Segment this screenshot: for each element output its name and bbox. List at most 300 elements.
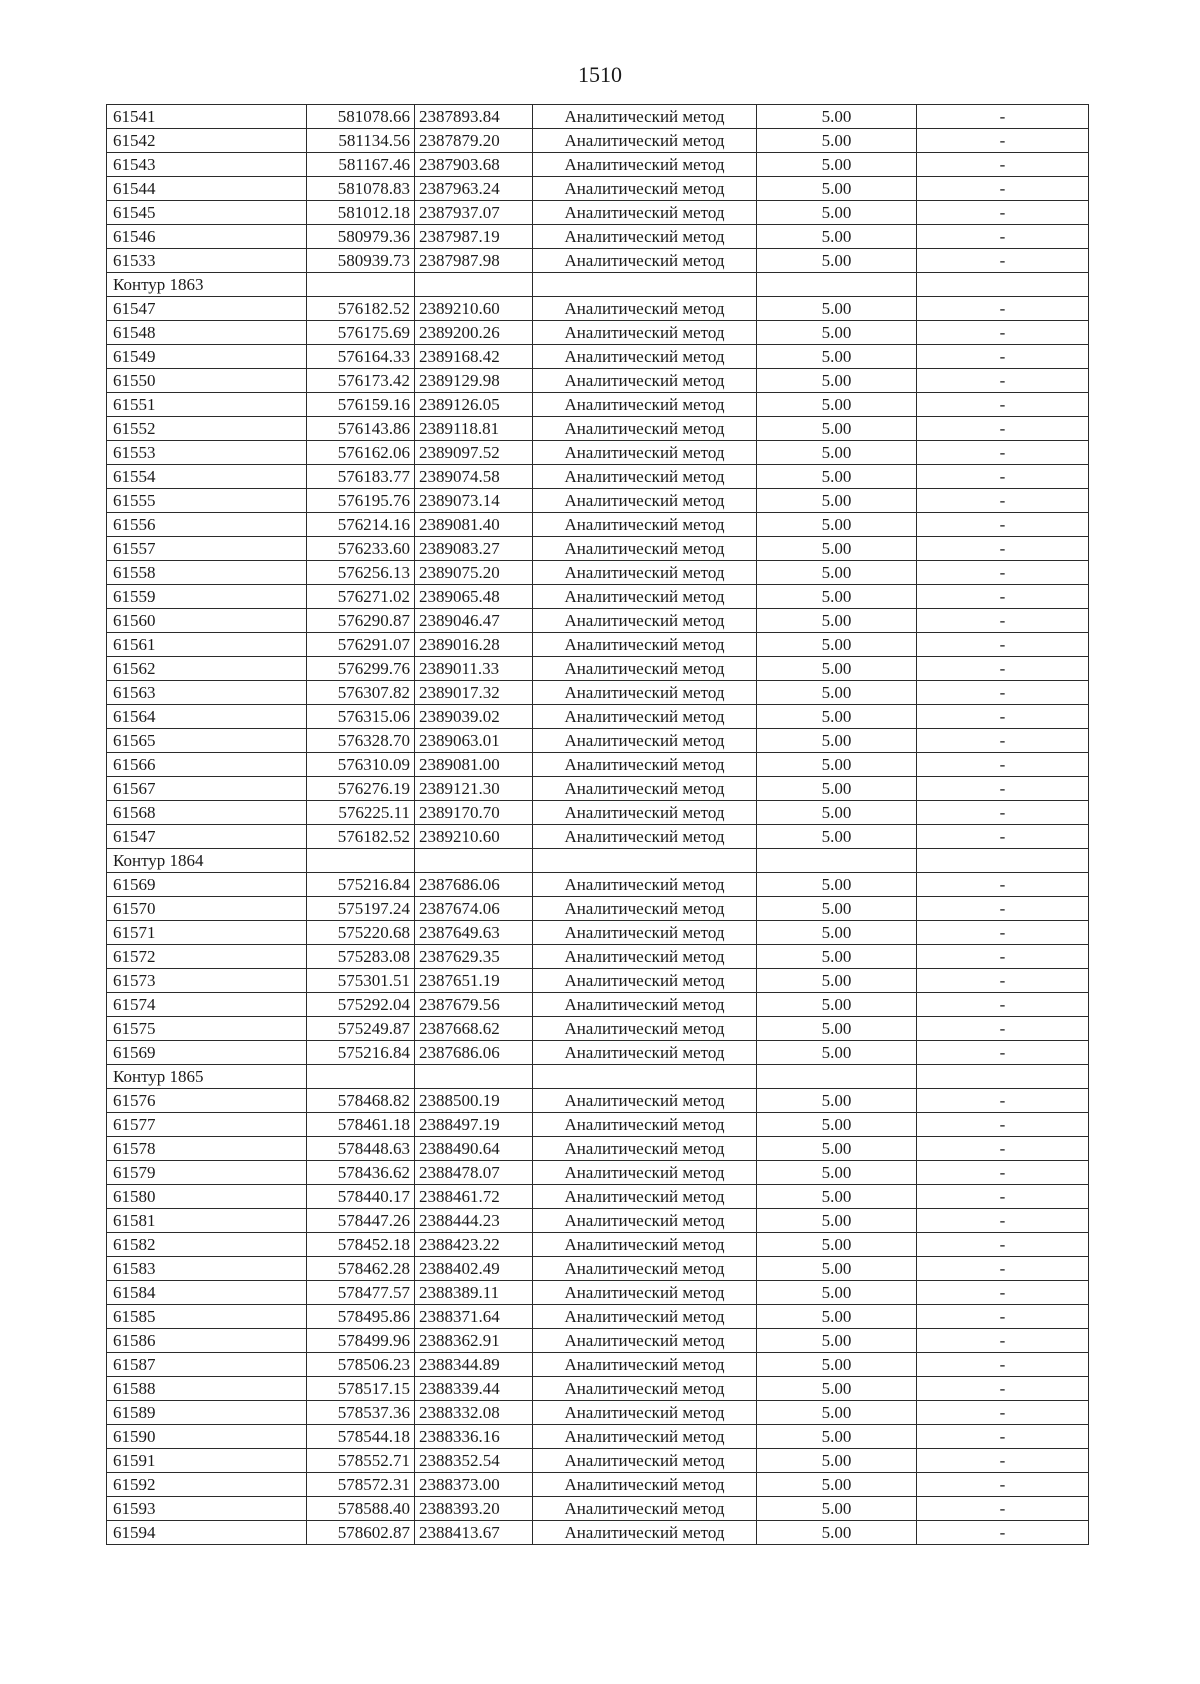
note-cell: - bbox=[917, 345, 1089, 369]
point-number-cell: 61562 bbox=[107, 657, 307, 681]
note-cell: - bbox=[917, 1305, 1089, 1329]
coord-x-cell: 578537.36 bbox=[307, 1401, 415, 1425]
method-cell: Аналитический метод bbox=[533, 1305, 757, 1329]
point-number-cell: 61541 bbox=[107, 105, 307, 129]
note-cell: - bbox=[917, 1137, 1089, 1161]
table-row bbox=[107, 1329, 1089, 1353]
note-cell: - bbox=[917, 441, 1089, 465]
note-cell: - bbox=[917, 1329, 1089, 1353]
coord-y-cell: 2389011.33 bbox=[415, 657, 533, 681]
coord-y-cell: 2387686.06 bbox=[415, 1041, 533, 1065]
method-cell: Аналитический метод bbox=[533, 417, 757, 441]
accuracy-cell bbox=[757, 1065, 917, 1089]
point-number-cell: 61554 bbox=[107, 465, 307, 489]
note-cell bbox=[917, 1065, 1089, 1089]
coord-x-cell: 575301.51 bbox=[307, 969, 415, 993]
method-cell: Аналитический метод bbox=[533, 633, 757, 657]
accuracy-cell: 5.00 bbox=[757, 777, 917, 801]
coord-x-cell: 576214.16 bbox=[307, 513, 415, 537]
coord-x-cell: 578588.40 bbox=[307, 1497, 415, 1521]
accuracy-cell: 5.00 bbox=[757, 1521, 917, 1545]
coord-y-cell: 2387987.19 bbox=[415, 225, 533, 249]
coord-x-cell: 578461.18 bbox=[307, 1113, 415, 1137]
table-row bbox=[107, 1113, 1089, 1137]
contour-header-row bbox=[107, 1065, 1089, 1089]
coord-y-cell: 2389126.05 bbox=[415, 393, 533, 417]
method-cell: Аналитический метод bbox=[533, 1401, 757, 1425]
coord-x-cell: 576182.52 bbox=[307, 297, 415, 321]
coord-y-cell: 2389046.47 bbox=[415, 609, 533, 633]
accuracy-cell: 5.00 bbox=[757, 345, 917, 369]
table-row bbox=[107, 1137, 1089, 1161]
note-cell: - bbox=[917, 1089, 1089, 1113]
accuracy-cell: 5.00 bbox=[757, 1113, 917, 1137]
accuracy-cell: 5.00 bbox=[757, 633, 917, 657]
note-cell: - bbox=[917, 921, 1089, 945]
method-cell: Аналитический метод bbox=[533, 1377, 757, 1401]
table-row bbox=[107, 345, 1089, 369]
accuracy-cell: 5.00 bbox=[757, 729, 917, 753]
accuracy-cell: 5.00 bbox=[757, 1017, 917, 1041]
point-number-cell: 61593 bbox=[107, 1497, 307, 1521]
note-cell: - bbox=[917, 1209, 1089, 1233]
note-cell: - bbox=[917, 825, 1089, 849]
coord-y-cell: 2388413.67 bbox=[415, 1521, 533, 1545]
coord-y-cell: 2389121.30 bbox=[415, 777, 533, 801]
note-cell: - bbox=[917, 105, 1089, 129]
accuracy-cell: 5.00 bbox=[757, 1233, 917, 1257]
point-number-cell: 61549 bbox=[107, 345, 307, 369]
point-number-cell: 61574 bbox=[107, 993, 307, 1017]
note-cell: - bbox=[917, 489, 1089, 513]
method-cell: Аналитический метод bbox=[533, 681, 757, 705]
table-row bbox=[107, 633, 1089, 657]
method-cell: Аналитический метод bbox=[533, 873, 757, 897]
table-row bbox=[107, 1041, 1089, 1065]
note-cell: - bbox=[917, 1425, 1089, 1449]
table-row bbox=[107, 657, 1089, 681]
method-cell: Аналитический метод bbox=[533, 993, 757, 1017]
coord-y-cell: 2389210.60 bbox=[415, 297, 533, 321]
coord-x-cell: 578544.18 bbox=[307, 1425, 415, 1449]
table-row bbox=[107, 921, 1089, 945]
accuracy-cell: 5.00 bbox=[757, 513, 917, 537]
note-cell: - bbox=[917, 561, 1089, 585]
point-number-cell: 61590 bbox=[107, 1425, 307, 1449]
method-cell: Аналитический метод bbox=[533, 1329, 757, 1353]
method-cell: Аналитический метод bbox=[533, 393, 757, 417]
coord-y-cell: 2388478.07 bbox=[415, 1161, 533, 1185]
method-cell: Аналитический метод bbox=[533, 969, 757, 993]
method-cell: Аналитический метод bbox=[533, 1497, 757, 1521]
coord-x-cell: 576183.77 bbox=[307, 465, 415, 489]
table-row bbox=[107, 105, 1089, 129]
point-number-cell: 61543 bbox=[107, 153, 307, 177]
coord-x-cell: 576256.13 bbox=[307, 561, 415, 585]
coord-y-cell: 2387987.98 bbox=[415, 249, 533, 273]
coord-x-cell: 576159.16 bbox=[307, 393, 415, 417]
accuracy-cell bbox=[757, 849, 917, 873]
coord-y-cell: 2387629.35 bbox=[415, 945, 533, 969]
table-row bbox=[107, 1377, 1089, 1401]
coord-x-cell: 576195.76 bbox=[307, 489, 415, 513]
table-row bbox=[107, 897, 1089, 921]
method-cell: Аналитический метод bbox=[533, 201, 757, 225]
method-cell bbox=[533, 849, 757, 873]
table-row bbox=[107, 1209, 1089, 1233]
accuracy-cell: 5.00 bbox=[757, 297, 917, 321]
coord-x-cell bbox=[307, 849, 415, 873]
point-number-cell: 61566 bbox=[107, 753, 307, 777]
coord-y-cell: 2388402.49 bbox=[415, 1257, 533, 1281]
coord-x-cell: 578602.87 bbox=[307, 1521, 415, 1545]
accuracy-cell: 5.00 bbox=[757, 657, 917, 681]
table-row bbox=[107, 1257, 1089, 1281]
point-number-cell: 61572 bbox=[107, 945, 307, 969]
note-cell: - bbox=[917, 969, 1089, 993]
accuracy-cell: 5.00 bbox=[757, 1185, 917, 1209]
method-cell: Аналитический метод bbox=[533, 801, 757, 825]
coordinates-table-body bbox=[107, 105, 1089, 1545]
point-number-cell: 61546 bbox=[107, 225, 307, 249]
accuracy-cell: 5.00 bbox=[757, 969, 917, 993]
coord-y-cell: 2389168.42 bbox=[415, 345, 533, 369]
point-number-cell: 61584 bbox=[107, 1281, 307, 1305]
point-number-cell: 61594 bbox=[107, 1521, 307, 1545]
table-row bbox=[107, 801, 1089, 825]
coord-x-cell: 578495.86 bbox=[307, 1305, 415, 1329]
point-number-cell: 61569 bbox=[107, 873, 307, 897]
method-cell: Аналитический метод bbox=[533, 753, 757, 777]
coord-x-cell: 578517.15 bbox=[307, 1377, 415, 1401]
coord-y-cell: 2388490.64 bbox=[415, 1137, 533, 1161]
accuracy-cell: 5.00 bbox=[757, 417, 917, 441]
accuracy-cell bbox=[757, 273, 917, 297]
note-cell: - bbox=[917, 201, 1089, 225]
coord-x-cell: 578436.62 bbox=[307, 1161, 415, 1185]
method-cell: Аналитический метод bbox=[533, 1521, 757, 1545]
note-cell: - bbox=[917, 1521, 1089, 1545]
coord-y-cell: 2388332.08 bbox=[415, 1401, 533, 1425]
table-row bbox=[107, 969, 1089, 993]
method-cell: Аналитический метод bbox=[533, 369, 757, 393]
coord-x-cell: 578572.31 bbox=[307, 1473, 415, 1497]
method-cell: Аналитический метод bbox=[533, 729, 757, 753]
accuracy-cell: 5.00 bbox=[757, 1137, 917, 1161]
method-cell: Аналитический метод bbox=[533, 1257, 757, 1281]
accuracy-cell: 5.00 bbox=[757, 1473, 917, 1497]
coord-y-cell: 2387937.07 bbox=[415, 201, 533, 225]
note-cell: - bbox=[917, 753, 1089, 777]
note-cell: - bbox=[917, 297, 1089, 321]
coord-x-cell: 575249.87 bbox=[307, 1017, 415, 1041]
note-cell: - bbox=[917, 585, 1089, 609]
point-number-cell: 61583 bbox=[107, 1257, 307, 1281]
point-number-cell: 61533 bbox=[107, 249, 307, 273]
point-number-cell: 61545 bbox=[107, 201, 307, 225]
accuracy-cell: 5.00 bbox=[757, 681, 917, 705]
method-cell: Аналитический метод bbox=[533, 1161, 757, 1185]
point-number-cell: 61557 bbox=[107, 537, 307, 561]
accuracy-cell: 5.00 bbox=[757, 1401, 917, 1425]
point-number-cell: 61570 bbox=[107, 897, 307, 921]
method-cell bbox=[533, 273, 757, 297]
table-row bbox=[107, 129, 1089, 153]
contour-label: Контур 1863 bbox=[107, 273, 307, 297]
coord-x-cell: 576162.06 bbox=[307, 441, 415, 465]
coord-y-cell: 2387963.24 bbox=[415, 177, 533, 201]
note-cell: - bbox=[917, 513, 1089, 537]
coord-x-cell: 576182.52 bbox=[307, 825, 415, 849]
accuracy-cell: 5.00 bbox=[757, 1449, 917, 1473]
table-row bbox=[107, 1089, 1089, 1113]
method-cell: Аналитический метод bbox=[533, 129, 757, 153]
coord-y-cell: 2389081.40 bbox=[415, 513, 533, 537]
note-cell: - bbox=[917, 1401, 1089, 1425]
table-row bbox=[107, 249, 1089, 273]
table-row bbox=[107, 945, 1089, 969]
coord-y-cell: 2388336.16 bbox=[415, 1425, 533, 1449]
contour-header-row bbox=[107, 849, 1089, 873]
table-row bbox=[107, 561, 1089, 585]
coord-y-cell: 2389073.14 bbox=[415, 489, 533, 513]
accuracy-cell: 5.00 bbox=[757, 369, 917, 393]
accuracy-cell: 5.00 bbox=[757, 609, 917, 633]
method-cell: Аналитический метод bbox=[533, 1185, 757, 1209]
coord-y-cell: 2388389.11 bbox=[415, 1281, 533, 1305]
coord-x-cell: 575197.24 bbox=[307, 897, 415, 921]
table-row bbox=[107, 489, 1089, 513]
coord-x-cell: 576225.11 bbox=[307, 801, 415, 825]
table-row bbox=[107, 1473, 1089, 1497]
method-cell: Аналитический метод bbox=[533, 585, 757, 609]
note-cell: - bbox=[917, 1281, 1089, 1305]
point-number-cell: 61586 bbox=[107, 1329, 307, 1353]
coord-y-cell: 2388344.89 bbox=[415, 1353, 533, 1377]
point-number-cell: 61556 bbox=[107, 513, 307, 537]
coord-x-cell: 581012.18 bbox=[307, 201, 415, 225]
note-cell: - bbox=[917, 1473, 1089, 1497]
table-row bbox=[107, 825, 1089, 849]
coord-y-cell: 2388500.19 bbox=[415, 1089, 533, 1113]
note-cell: - bbox=[917, 417, 1089, 441]
coord-x-cell bbox=[307, 273, 415, 297]
point-number-cell: 61542 bbox=[107, 129, 307, 153]
coord-x-cell: 581078.83 bbox=[307, 177, 415, 201]
table-row bbox=[107, 369, 1089, 393]
table-row bbox=[107, 1449, 1089, 1473]
coord-y-cell: 2387674.06 bbox=[415, 897, 533, 921]
method-cell: Аналитический метод bbox=[533, 1113, 757, 1137]
accuracy-cell: 5.00 bbox=[757, 705, 917, 729]
accuracy-cell: 5.00 bbox=[757, 249, 917, 273]
point-number-cell: 61571 bbox=[107, 921, 307, 945]
accuracy-cell: 5.00 bbox=[757, 201, 917, 225]
accuracy-cell: 5.00 bbox=[757, 489, 917, 513]
coord-x-cell: 578452.18 bbox=[307, 1233, 415, 1257]
coord-y-cell: 2388371.64 bbox=[415, 1305, 533, 1329]
table-row bbox=[107, 417, 1089, 441]
point-number-cell: 61578 bbox=[107, 1137, 307, 1161]
point-number-cell: 61551 bbox=[107, 393, 307, 417]
accuracy-cell: 5.00 bbox=[757, 825, 917, 849]
table-row bbox=[107, 1521, 1089, 1545]
point-number-cell: 61587 bbox=[107, 1353, 307, 1377]
contour-label: Контур 1864 bbox=[107, 849, 307, 873]
note-cell bbox=[917, 849, 1089, 873]
note-cell: - bbox=[917, 681, 1089, 705]
method-cell: Аналитический метод bbox=[533, 489, 757, 513]
coord-x-cell: 575283.08 bbox=[307, 945, 415, 969]
accuracy-cell: 5.00 bbox=[757, 873, 917, 897]
point-number-cell: 61582 bbox=[107, 1233, 307, 1257]
method-cell: Аналитический метод bbox=[533, 1353, 757, 1377]
method-cell bbox=[533, 1065, 757, 1089]
note-cell: - bbox=[917, 705, 1089, 729]
point-number-cell: 61553 bbox=[107, 441, 307, 465]
coord-y-cell: 2389083.27 bbox=[415, 537, 533, 561]
note-cell: - bbox=[917, 1017, 1089, 1041]
accuracy-cell: 5.00 bbox=[757, 321, 917, 345]
table-row bbox=[107, 1425, 1089, 1449]
coord-x-cell: 578448.63 bbox=[307, 1137, 415, 1161]
coord-y-cell: 2389170.70 bbox=[415, 801, 533, 825]
method-cell: Аналитический метод bbox=[533, 705, 757, 729]
accuracy-cell: 5.00 bbox=[757, 1161, 917, 1185]
coord-x-cell: 575216.84 bbox=[307, 1041, 415, 1065]
table-row bbox=[107, 321, 1089, 345]
accuracy-cell: 5.00 bbox=[757, 1089, 917, 1113]
note-cell: - bbox=[917, 1497, 1089, 1521]
coord-x-cell: 575216.84 bbox=[307, 873, 415, 897]
coord-y-cell: 2388352.54 bbox=[415, 1449, 533, 1473]
coord-y-cell: 2387679.56 bbox=[415, 993, 533, 1017]
coord-y-cell: 2389081.00 bbox=[415, 753, 533, 777]
table-row bbox=[107, 393, 1089, 417]
accuracy-cell: 5.00 bbox=[757, 129, 917, 153]
coord-x-cell: 576276.19 bbox=[307, 777, 415, 801]
coord-x-cell: 576307.82 bbox=[307, 681, 415, 705]
coord-x-cell: 581134.56 bbox=[307, 129, 415, 153]
point-number-cell: 61580 bbox=[107, 1185, 307, 1209]
note-cell bbox=[917, 273, 1089, 297]
coord-y-cell: 2388393.20 bbox=[415, 1497, 533, 1521]
coord-x-cell: 578468.82 bbox=[307, 1089, 415, 1113]
accuracy-cell: 5.00 bbox=[757, 993, 917, 1017]
point-number-cell: 61558 bbox=[107, 561, 307, 585]
accuracy-cell: 5.00 bbox=[757, 585, 917, 609]
coord-y-cell: 2387651.19 bbox=[415, 969, 533, 993]
method-cell: Аналитический метод bbox=[533, 225, 757, 249]
accuracy-cell: 5.00 bbox=[757, 177, 917, 201]
point-number-cell: 61576 bbox=[107, 1089, 307, 1113]
method-cell: Аналитический метод bbox=[533, 321, 757, 345]
note-cell: - bbox=[917, 801, 1089, 825]
note-cell: - bbox=[917, 249, 1089, 273]
accuracy-cell: 5.00 bbox=[757, 1329, 917, 1353]
note-cell: - bbox=[917, 465, 1089, 489]
note-cell: - bbox=[917, 537, 1089, 561]
table-row bbox=[107, 177, 1089, 201]
coord-y-cell: 2388497.19 bbox=[415, 1113, 533, 1137]
method-cell: Аналитический метод bbox=[533, 897, 757, 921]
coord-x-cell: 576315.06 bbox=[307, 705, 415, 729]
point-number-cell: 61550 bbox=[107, 369, 307, 393]
table-row bbox=[107, 609, 1089, 633]
method-cell: Аналитический метод bbox=[533, 441, 757, 465]
method-cell: Аналитический метод bbox=[533, 1017, 757, 1041]
coord-x-cell: 576143.86 bbox=[307, 417, 415, 441]
accuracy-cell: 5.00 bbox=[757, 945, 917, 969]
coord-x-cell: 576271.02 bbox=[307, 585, 415, 609]
contour-header-row bbox=[107, 273, 1089, 297]
note-cell: - bbox=[917, 129, 1089, 153]
table-row bbox=[107, 225, 1089, 249]
point-number-cell: 61579 bbox=[107, 1161, 307, 1185]
note-cell: - bbox=[917, 1377, 1089, 1401]
point-number-cell: 61547 bbox=[107, 297, 307, 321]
method-cell: Аналитический метод bbox=[533, 249, 757, 273]
coord-y-cell: 2388461.72 bbox=[415, 1185, 533, 1209]
accuracy-cell: 5.00 bbox=[757, 1041, 917, 1065]
point-number-cell: 61592 bbox=[107, 1473, 307, 1497]
coord-y-cell: 2387686.06 bbox=[415, 873, 533, 897]
table-row bbox=[107, 993, 1089, 1017]
method-cell: Аналитический метод bbox=[533, 1137, 757, 1161]
method-cell: Аналитический метод bbox=[533, 1089, 757, 1113]
coord-x-cell: 576299.76 bbox=[307, 657, 415, 681]
coord-x-cell: 575292.04 bbox=[307, 993, 415, 1017]
accuracy-cell: 5.00 bbox=[757, 753, 917, 777]
note-cell: - bbox=[917, 1161, 1089, 1185]
accuracy-cell: 5.00 bbox=[757, 393, 917, 417]
coord-y-cell: 2387668.62 bbox=[415, 1017, 533, 1041]
accuracy-cell: 5.00 bbox=[757, 153, 917, 177]
coord-y-cell: 2389200.26 bbox=[415, 321, 533, 345]
coord-x-cell: 580979.36 bbox=[307, 225, 415, 249]
coord-y-cell: 2387879.20 bbox=[415, 129, 533, 153]
point-number-cell: 61544 bbox=[107, 177, 307, 201]
contour-label: Контур 1865 bbox=[107, 1065, 307, 1089]
accuracy-cell: 5.00 bbox=[757, 441, 917, 465]
method-cell: Аналитический метод bbox=[533, 825, 757, 849]
method-cell: Аналитический метод bbox=[533, 1281, 757, 1305]
table-row bbox=[107, 729, 1089, 753]
table-row bbox=[107, 441, 1089, 465]
coord-y-cell bbox=[415, 849, 533, 873]
accuracy-cell: 5.00 bbox=[757, 1305, 917, 1329]
coord-y-cell: 2389017.32 bbox=[415, 681, 533, 705]
note-cell: - bbox=[917, 393, 1089, 417]
coord-y-cell: 2387893.84 bbox=[415, 105, 533, 129]
point-number-cell: 61577 bbox=[107, 1113, 307, 1137]
note-cell: - bbox=[917, 609, 1089, 633]
point-number-cell: 61585 bbox=[107, 1305, 307, 1329]
note-cell: - bbox=[917, 945, 1089, 969]
table-row bbox=[107, 1017, 1089, 1041]
point-number-cell: 61591 bbox=[107, 1449, 307, 1473]
table-row bbox=[107, 513, 1089, 537]
coord-x-cell: 580939.73 bbox=[307, 249, 415, 273]
coord-x-cell: 576173.42 bbox=[307, 369, 415, 393]
coord-x-cell: 581078.66 bbox=[307, 105, 415, 129]
coord-x-cell: 575220.68 bbox=[307, 921, 415, 945]
method-cell: Аналитический метод bbox=[533, 345, 757, 369]
accuracy-cell: 5.00 bbox=[757, 1209, 917, 1233]
accuracy-cell: 5.00 bbox=[757, 225, 917, 249]
accuracy-cell: 5.00 bbox=[757, 1281, 917, 1305]
table-row bbox=[107, 1497, 1089, 1521]
